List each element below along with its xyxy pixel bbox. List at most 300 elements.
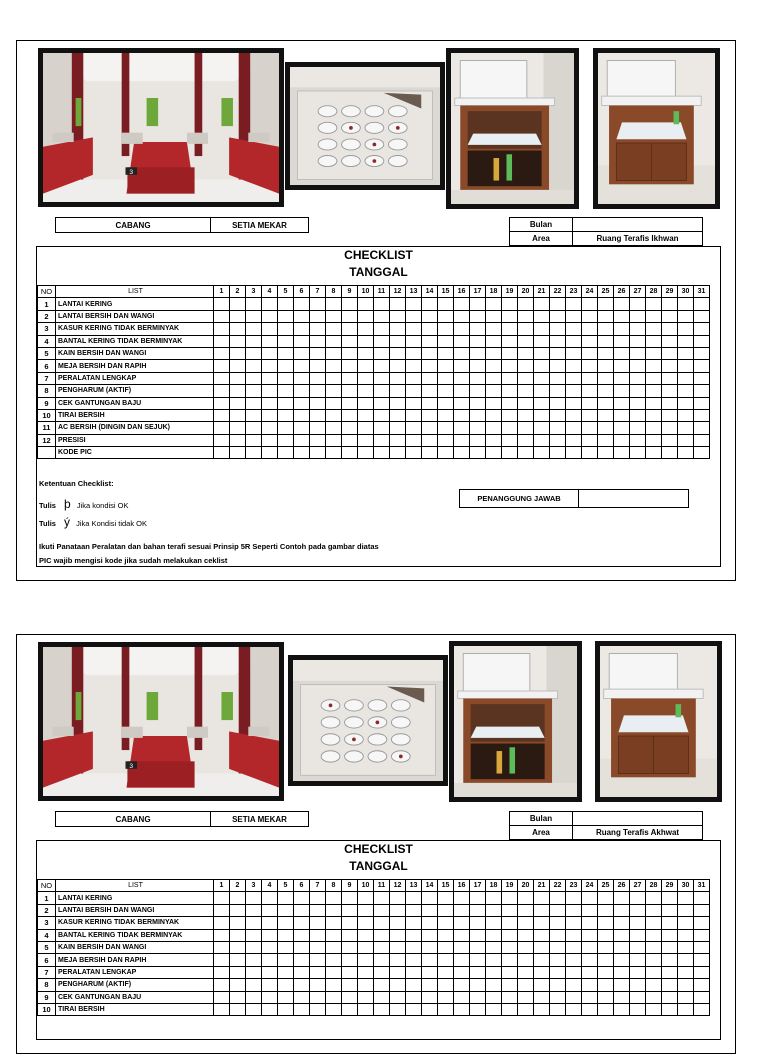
check-cell[interactable]: [390, 1003, 406, 1015]
check-cell[interactable]: [598, 310, 614, 322]
check-cell[interactable]: [342, 991, 358, 1003]
check-cell[interactable]: [566, 360, 582, 372]
check-cell[interactable]: [230, 298, 246, 310]
check-cell[interactable]: [422, 434, 438, 446]
check-cell[interactable]: [246, 966, 262, 978]
check-cell[interactable]: [230, 991, 246, 1003]
check-cell[interactable]: [278, 298, 294, 310]
check-cell[interactable]: [470, 966, 486, 978]
check-cell[interactable]: [406, 310, 422, 322]
check-cell[interactable]: [326, 434, 342, 446]
check-cell[interactable]: [262, 372, 278, 384]
check-cell[interactable]: [422, 991, 438, 1003]
check-cell[interactable]: [278, 941, 294, 953]
check-cell[interactable]: [678, 941, 694, 953]
check-cell[interactable]: [630, 917, 646, 929]
check-cell[interactable]: [342, 360, 358, 372]
check-cell[interactable]: [550, 347, 566, 359]
check-cell[interactable]: [422, 917, 438, 929]
check-cell[interactable]: [326, 298, 342, 310]
check-cell[interactable]: [582, 422, 598, 434]
check-cell[interactable]: [662, 397, 678, 409]
check-cell[interactable]: [454, 917, 470, 929]
check-cell[interactable]: [582, 298, 598, 310]
check-cell[interactable]: [390, 941, 406, 953]
check-cell[interactable]: [662, 409, 678, 421]
check-cell[interactable]: [390, 335, 406, 347]
check-cell[interactable]: [358, 917, 374, 929]
check-cell[interactable]: [278, 385, 294, 397]
check-cell[interactable]: [566, 1003, 582, 1015]
check-cell[interactable]: [214, 360, 230, 372]
check-cell[interactable]: [598, 954, 614, 966]
check-cell[interactable]: [422, 979, 438, 991]
check-cell[interactable]: [246, 422, 262, 434]
check-cell[interactable]: [566, 347, 582, 359]
check-cell[interactable]: [630, 310, 646, 322]
check-cell[interactable]: [678, 347, 694, 359]
check-cell[interactable]: [646, 929, 662, 941]
check-cell[interactable]: [294, 1003, 310, 1015]
check-cell[interactable]: [534, 298, 550, 310]
check-cell[interactable]: [534, 360, 550, 372]
check-cell[interactable]: [614, 372, 630, 384]
check-cell[interactable]: [374, 360, 390, 372]
check-cell[interactable]: [550, 397, 566, 409]
check-cell[interactable]: [582, 892, 598, 904]
check-cell[interactable]: [342, 335, 358, 347]
check-cell[interactable]: [678, 298, 694, 310]
check-cell[interactable]: [630, 447, 646, 459]
check-cell[interactable]: [662, 298, 678, 310]
check-cell[interactable]: [310, 929, 326, 941]
check-cell[interactable]: [438, 434, 454, 446]
check-cell[interactable]: [646, 941, 662, 953]
check-cell[interactable]: [614, 298, 630, 310]
check-cell[interactable]: [278, 954, 294, 966]
check-cell[interactable]: [614, 966, 630, 978]
check-cell[interactable]: [518, 372, 534, 384]
check-cell[interactable]: [246, 323, 262, 335]
check-cell[interactable]: [646, 991, 662, 1003]
check-cell[interactable]: [214, 991, 230, 1003]
check-cell[interactable]: [550, 929, 566, 941]
check-cell[interactable]: [246, 892, 262, 904]
check-cell[interactable]: [342, 422, 358, 434]
check-cell[interactable]: [230, 917, 246, 929]
check-cell[interactable]: [614, 447, 630, 459]
check-cell[interactable]: [534, 323, 550, 335]
check-cell[interactable]: [374, 335, 390, 347]
check-cell[interactable]: [486, 298, 502, 310]
check-cell[interactable]: [246, 409, 262, 421]
check-cell[interactable]: [630, 347, 646, 359]
check-cell[interactable]: [214, 941, 230, 953]
check-cell[interactable]: [694, 892, 710, 904]
check-cell[interactable]: [694, 991, 710, 1003]
check-cell[interactable]: [646, 422, 662, 434]
check-cell[interactable]: [470, 310, 486, 322]
check-cell[interactable]: [598, 929, 614, 941]
check-cell[interactable]: [550, 310, 566, 322]
check-cell[interactable]: [310, 1003, 326, 1015]
check-cell[interactable]: [230, 1003, 246, 1015]
check-cell[interactable]: [358, 892, 374, 904]
check-cell[interactable]: [278, 917, 294, 929]
check-cell[interactable]: [310, 966, 326, 978]
check-cell[interactable]: [646, 409, 662, 421]
check-cell[interactable]: [678, 360, 694, 372]
check-cell[interactable]: [694, 434, 710, 446]
check-cell[interactable]: [374, 298, 390, 310]
check-cell[interactable]: [502, 917, 518, 929]
check-cell[interactable]: [230, 323, 246, 335]
check-cell[interactable]: [598, 372, 614, 384]
check-cell[interactable]: [470, 422, 486, 434]
check-cell[interactable]: [486, 966, 502, 978]
check-cell[interactable]: [406, 966, 422, 978]
check-cell[interactable]: [358, 929, 374, 941]
check-cell[interactable]: [646, 360, 662, 372]
check-cell[interactable]: [694, 360, 710, 372]
check-cell[interactable]: [438, 397, 454, 409]
check-cell[interactable]: [214, 929, 230, 941]
check-cell[interactable]: [518, 347, 534, 359]
check-cell[interactable]: [326, 385, 342, 397]
check-cell[interactable]: [262, 397, 278, 409]
check-cell[interactable]: [454, 409, 470, 421]
check-cell[interactable]: [454, 929, 470, 941]
check-cell[interactable]: [518, 385, 534, 397]
check-cell[interactable]: [470, 409, 486, 421]
check-cell[interactable]: [294, 979, 310, 991]
check-cell[interactable]: [422, 298, 438, 310]
check-cell[interactable]: [502, 954, 518, 966]
check-cell[interactable]: [566, 892, 582, 904]
check-cell[interactable]: [230, 360, 246, 372]
check-cell[interactable]: [326, 917, 342, 929]
check-cell[interactable]: [310, 409, 326, 421]
check-cell[interactable]: [326, 447, 342, 459]
check-cell[interactable]: [662, 1003, 678, 1015]
check-cell[interactable]: [678, 372, 694, 384]
check-cell[interactable]: [566, 310, 582, 322]
check-cell[interactable]: [630, 892, 646, 904]
check-cell[interactable]: [662, 335, 678, 347]
check-cell[interactable]: [374, 892, 390, 904]
check-cell[interactable]: [662, 347, 678, 359]
check-cell[interactable]: [630, 966, 646, 978]
check-cell[interactable]: [422, 904, 438, 916]
check-cell[interactable]: [422, 954, 438, 966]
check-cell[interactable]: [374, 1003, 390, 1015]
check-cell[interactable]: [550, 904, 566, 916]
check-cell[interactable]: [550, 434, 566, 446]
check-cell[interactable]: [694, 397, 710, 409]
check-cell[interactable]: [630, 954, 646, 966]
check-cell[interactable]: [230, 335, 246, 347]
check-cell[interactable]: [582, 917, 598, 929]
check-cell[interactable]: [662, 904, 678, 916]
check-cell[interactable]: [246, 372, 262, 384]
check-cell[interactable]: [390, 991, 406, 1003]
check-cell[interactable]: [470, 298, 486, 310]
check-cell[interactable]: [310, 904, 326, 916]
check-cell[interactable]: [630, 298, 646, 310]
check-cell[interactable]: [438, 1003, 454, 1015]
check-cell[interactable]: [598, 1003, 614, 1015]
check-cell[interactable]: [246, 1003, 262, 1015]
check-cell[interactable]: [534, 347, 550, 359]
check-cell[interactable]: [310, 991, 326, 1003]
check-cell[interactable]: [342, 397, 358, 409]
check-cell[interactable]: [358, 335, 374, 347]
check-cell[interactable]: [214, 422, 230, 434]
check-cell[interactable]: [342, 447, 358, 459]
check-cell[interactable]: [342, 310, 358, 322]
check-cell[interactable]: [582, 372, 598, 384]
check-cell[interactable]: [374, 929, 390, 941]
check-cell[interactable]: [582, 979, 598, 991]
check-cell[interactable]: [630, 434, 646, 446]
check-cell[interactable]: [422, 422, 438, 434]
check-cell[interactable]: [598, 409, 614, 421]
check-cell[interactable]: [374, 954, 390, 966]
check-cell[interactable]: [502, 434, 518, 446]
check-cell[interactable]: [646, 954, 662, 966]
check-cell[interactable]: [294, 335, 310, 347]
check-cell[interactable]: [598, 335, 614, 347]
check-cell[interactable]: [486, 397, 502, 409]
check-cell[interactable]: [342, 1003, 358, 1015]
check-cell[interactable]: [406, 447, 422, 459]
check-cell[interactable]: [230, 929, 246, 941]
check-cell[interactable]: [438, 422, 454, 434]
check-cell[interactable]: [390, 323, 406, 335]
check-cell[interactable]: [566, 372, 582, 384]
check-cell[interactable]: [502, 929, 518, 941]
check-cell[interactable]: [534, 397, 550, 409]
check-cell[interactable]: [582, 929, 598, 941]
check-cell[interactable]: [662, 966, 678, 978]
check-cell[interactable]: [374, 447, 390, 459]
check-cell[interactable]: [614, 917, 630, 929]
check-cell[interactable]: [502, 347, 518, 359]
check-cell[interactable]: [246, 397, 262, 409]
check-cell[interactable]: [694, 323, 710, 335]
check-cell[interactable]: [246, 447, 262, 459]
check-cell[interactable]: [646, 385, 662, 397]
check-cell[interactable]: [374, 323, 390, 335]
check-cell[interactable]: [230, 310, 246, 322]
check-cell[interactable]: [214, 335, 230, 347]
check-cell[interactable]: [438, 979, 454, 991]
check-cell[interactable]: [566, 434, 582, 446]
check-cell[interactable]: [614, 904, 630, 916]
check-cell[interactable]: [406, 434, 422, 446]
check-cell[interactable]: [278, 892, 294, 904]
check-cell[interactable]: [294, 409, 310, 421]
check-cell[interactable]: [294, 372, 310, 384]
check-cell[interactable]: [630, 323, 646, 335]
check-cell[interactable]: [390, 929, 406, 941]
check-cell[interactable]: [358, 941, 374, 953]
check-cell[interactable]: [566, 991, 582, 1003]
check-cell[interactable]: [662, 954, 678, 966]
check-cell[interactable]: [406, 941, 422, 953]
check-cell[interactable]: [646, 298, 662, 310]
check-cell[interactable]: [310, 372, 326, 384]
check-cell[interactable]: [454, 422, 470, 434]
check-cell[interactable]: [454, 941, 470, 953]
check-cell[interactable]: [630, 335, 646, 347]
check-cell[interactable]: [390, 447, 406, 459]
check-cell[interactable]: [630, 372, 646, 384]
check-cell[interactable]: [678, 447, 694, 459]
check-cell[interactable]: [678, 904, 694, 916]
check-cell[interactable]: [454, 954, 470, 966]
check-cell[interactable]: [390, 298, 406, 310]
check-cell[interactable]: [534, 422, 550, 434]
check-cell[interactable]: [294, 323, 310, 335]
check-cell[interactable]: [630, 979, 646, 991]
check-cell[interactable]: [518, 941, 534, 953]
check-cell[interactable]: [342, 966, 358, 978]
check-cell[interactable]: [646, 979, 662, 991]
check-cell[interactable]: [550, 409, 566, 421]
check-cell[interactable]: [598, 360, 614, 372]
check-cell[interactable]: [310, 941, 326, 953]
check-cell[interactable]: [582, 904, 598, 916]
check-cell[interactable]: [582, 966, 598, 978]
check-cell[interactable]: [294, 385, 310, 397]
check-cell[interactable]: [550, 422, 566, 434]
check-cell[interactable]: [502, 966, 518, 978]
check-cell[interactable]: [214, 310, 230, 322]
check-cell[interactable]: [470, 979, 486, 991]
check-cell[interactable]: [454, 892, 470, 904]
check-cell[interactable]: [438, 991, 454, 1003]
check-cell[interactable]: [342, 298, 358, 310]
check-cell[interactable]: [246, 929, 262, 941]
check-cell[interactable]: [518, 434, 534, 446]
check-cell[interactable]: [550, 447, 566, 459]
check-cell[interactable]: [662, 929, 678, 941]
check-cell[interactable]: [406, 385, 422, 397]
check-cell[interactable]: [390, 434, 406, 446]
check-cell[interactable]: [470, 917, 486, 929]
check-cell[interactable]: [214, 1003, 230, 1015]
check-cell[interactable]: [246, 360, 262, 372]
check-cell[interactable]: [326, 941, 342, 953]
check-cell[interactable]: [502, 397, 518, 409]
check-cell[interactable]: [662, 372, 678, 384]
check-cell[interactable]: [294, 954, 310, 966]
check-cell[interactable]: [518, 310, 534, 322]
check-cell[interactable]: [470, 892, 486, 904]
check-cell[interactable]: [598, 991, 614, 1003]
check-cell[interactable]: [470, 954, 486, 966]
check-cell[interactable]: [246, 954, 262, 966]
check-cell[interactable]: [566, 929, 582, 941]
check-cell[interactable]: [310, 892, 326, 904]
check-cell[interactable]: [278, 310, 294, 322]
check-cell[interactable]: [502, 941, 518, 953]
check-cell[interactable]: [422, 929, 438, 941]
check-cell[interactable]: [694, 929, 710, 941]
check-cell[interactable]: [262, 323, 278, 335]
check-cell[interactable]: [534, 372, 550, 384]
check-cell[interactable]: [438, 917, 454, 929]
check-cell[interactable]: [518, 979, 534, 991]
check-cell[interactable]: [406, 917, 422, 929]
check-cell[interactable]: [678, 917, 694, 929]
check-cell[interactable]: [342, 892, 358, 904]
check-cell[interactable]: [614, 335, 630, 347]
check-cell[interactable]: [230, 397, 246, 409]
check-cell[interactable]: [566, 385, 582, 397]
check-cell[interactable]: [374, 991, 390, 1003]
check-cell[interactable]: [326, 422, 342, 434]
check-cell[interactable]: [262, 941, 278, 953]
check-cell[interactable]: [454, 385, 470, 397]
check-cell[interactable]: [454, 904, 470, 916]
check-cell[interactable]: [390, 347, 406, 359]
check-cell[interactable]: [294, 929, 310, 941]
check-cell[interactable]: [262, 991, 278, 1003]
check-cell[interactable]: [422, 447, 438, 459]
check-cell[interactable]: [518, 409, 534, 421]
check-cell[interactable]: [550, 1003, 566, 1015]
check-cell[interactable]: [262, 298, 278, 310]
check-cell[interactable]: [470, 434, 486, 446]
check-cell[interactable]: [278, 1003, 294, 1015]
check-cell[interactable]: [438, 409, 454, 421]
check-cell[interactable]: [246, 979, 262, 991]
check-cell[interactable]: [294, 904, 310, 916]
check-cell[interactable]: [406, 991, 422, 1003]
check-cell[interactable]: [470, 335, 486, 347]
check-cell[interactable]: [294, 434, 310, 446]
check-cell[interactable]: [278, 409, 294, 421]
check-cell[interactable]: [566, 941, 582, 953]
check-cell[interactable]: [486, 954, 502, 966]
check-cell[interactable]: [262, 447, 278, 459]
check-cell[interactable]: [454, 434, 470, 446]
check-cell[interactable]: [598, 979, 614, 991]
check-cell[interactable]: [534, 917, 550, 929]
check-cell[interactable]: [630, 991, 646, 1003]
check-cell[interactable]: [550, 372, 566, 384]
check-cell[interactable]: [390, 892, 406, 904]
check-cell[interactable]: [278, 323, 294, 335]
check-cell[interactable]: [406, 892, 422, 904]
check-cell[interactable]: [518, 422, 534, 434]
check-cell[interactable]: [326, 979, 342, 991]
check-cell[interactable]: [342, 434, 358, 446]
check-cell[interactable]: [278, 991, 294, 1003]
check-cell[interactable]: [438, 941, 454, 953]
check-cell[interactable]: [646, 347, 662, 359]
check-cell[interactable]: [390, 966, 406, 978]
check-cell[interactable]: [566, 335, 582, 347]
check-cell[interactable]: [422, 372, 438, 384]
check-cell[interactable]: [694, 917, 710, 929]
check-cell[interactable]: [246, 434, 262, 446]
check-cell[interactable]: [358, 447, 374, 459]
check-cell[interactable]: [598, 422, 614, 434]
check-cell[interactable]: [326, 1003, 342, 1015]
